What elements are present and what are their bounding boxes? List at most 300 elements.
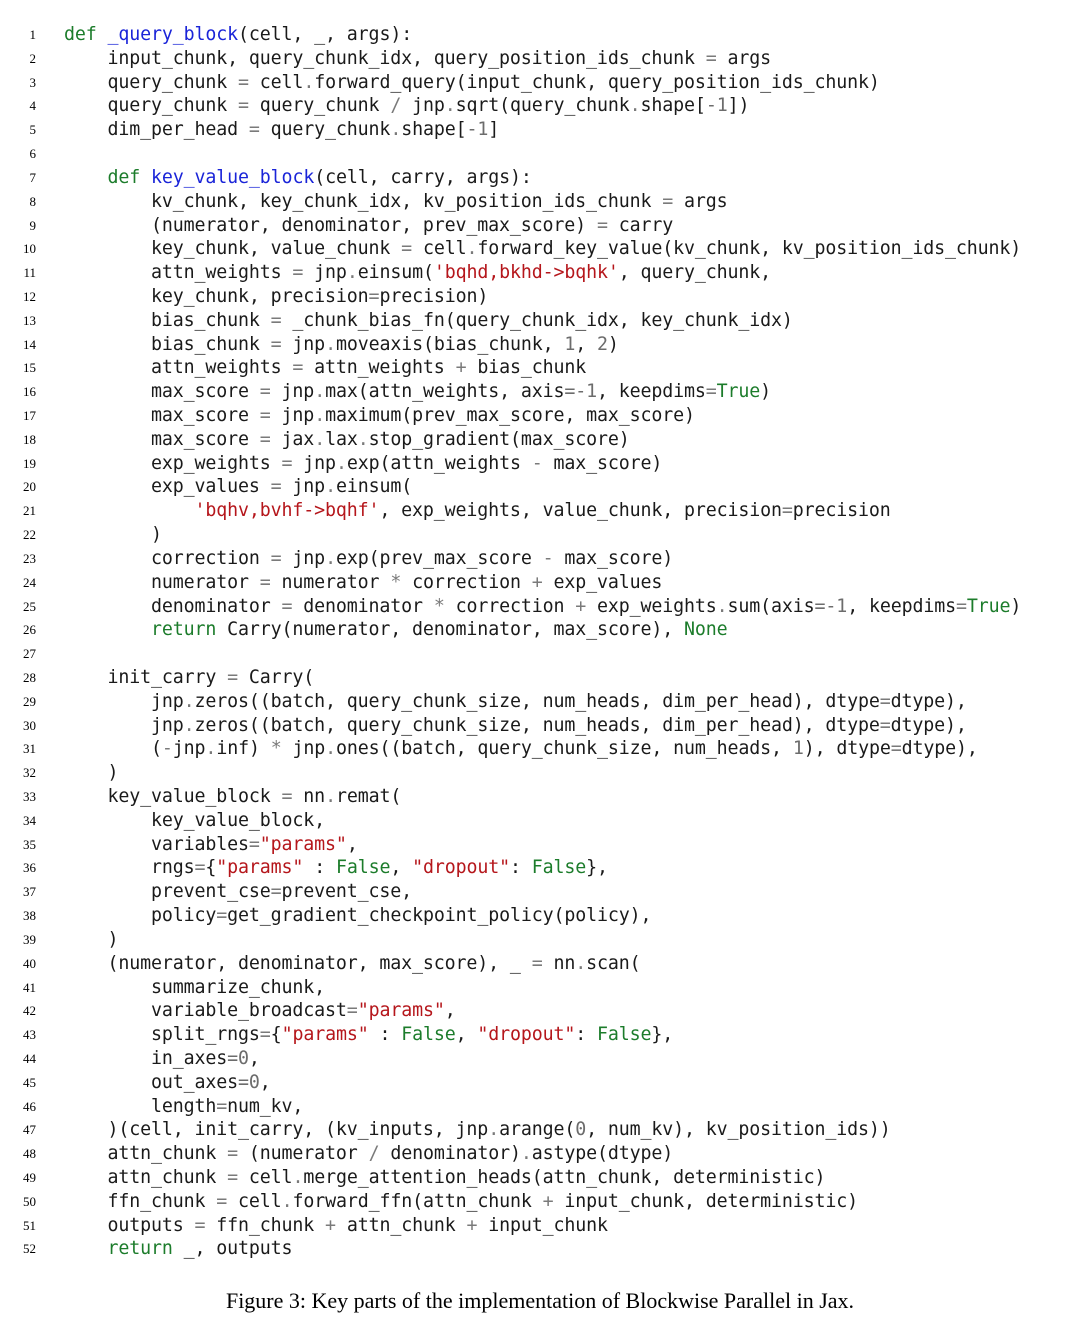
line-number: 33 <box>23 789 36 804</box>
code-token <box>64 619 151 640</box>
code-token: dtype), <box>890 714 967 736</box>
code-token: key_value_block, <box>64 809 326 831</box>
code-token: . <box>325 738 336 760</box>
code-line <box>0 1118 1080 1142</box>
code-line <box>0 261 1080 285</box>
code-token: + <box>325 1214 336 1236</box>
code-token: exp(prev_max_score <box>335 547 543 569</box>
code-token: . <box>488 1119 500 1141</box>
code-token: outputs <box>64 1214 195 1236</box>
code-line <box>0 237 1080 261</box>
code-token: numerator <box>64 571 260 593</box>
code-token: . <box>205 738 217 760</box>
line-number: 13 <box>23 312 36 328</box>
code-token: jnp <box>303 262 347 284</box>
code-token: 0 <box>575 1119 587 1141</box>
code-token: = <box>259 571 271 593</box>
code-token: def <box>64 24 97 45</box>
code-token: . <box>629 95 641 117</box>
code-token: 2 <box>597 333 608 355</box>
line-number: 9 <box>29 217 36 233</box>
code-line <box>0 190 1080 214</box>
code-token: . <box>520 1143 532 1165</box>
code-token: stop_gradient(max_score) <box>368 428 630 450</box>
code-token: = <box>346 1000 358 1022</box>
line-number: 38 <box>23 908 36 924</box>
code-token: False <box>531 857 587 879</box>
line-number: 19 <box>23 455 36 471</box>
code-token: jnp <box>64 690 184 712</box>
code-token: "dropout" <box>412 857 510 879</box>
code-token: jnp <box>281 333 326 355</box>
code-line <box>0 1214 1080 1238</box>
code-token: sqrt(query_chunk <box>455 95 630 117</box>
line-number: 20 <box>23 479 36 495</box>
code-token: jax <box>270 428 315 450</box>
code-line <box>0 880 1080 904</box>
code-token: policy <box>64 905 217 927</box>
code-token: ) <box>64 928 119 950</box>
line-number: 52 <box>23 1241 36 1257</box>
code-token: attn_chunk <box>64 1143 228 1165</box>
code-line <box>0 1190 1080 1214</box>
code-text <box>64 71 880 95</box>
code-line <box>0 214 1080 238</box>
code-token: . <box>325 547 336 569</box>
code-line <box>0 1142 1080 1166</box>
code-line <box>0 785 1080 809</box>
line-number: 25 <box>23 598 36 614</box>
code-token: key_value_block <box>64 786 282 807</box>
code-text <box>64 880 412 904</box>
code-token: zeros((batch, query_chunk_size, num_heads, dim_per_head), dtype <box>194 714 880 736</box>
code-text <box>64 23 412 47</box>
code-token: Carry(numerator, denominator, max_score), <box>216 619 684 641</box>
code-token: jnp <box>270 405 315 426</box>
code-token: exp_weights <box>586 595 717 617</box>
code-token: 1 <box>564 333 576 355</box>
code-token: = <box>248 833 260 855</box>
code-token: Carry( <box>238 666 315 688</box>
line-number: 2 <box>29 50 36 66</box>
code-token: ) <box>1010 595 1022 617</box>
code-token: def <box>107 166 141 188</box>
line-number: 22 <box>23 527 36 543</box>
code-token: "params" <box>281 1024 369 1046</box>
code-token: denominator <box>292 595 434 617</box>
line-number: 51 <box>23 1217 36 1233</box>
code-text <box>64 1071 271 1095</box>
code-token: init_carry <box>64 666 228 688</box>
code-token: . <box>716 595 728 617</box>
code-token <box>97 24 108 45</box>
line-number: 30 <box>23 717 36 733</box>
line-number: 31 <box>23 741 36 757</box>
line-number: 21 <box>23 503 36 519</box>
code-token: variables <box>64 833 249 855</box>
code-listing <box>0 23 1080 1261</box>
code-line <box>0 1071 1080 1095</box>
code-token: = <box>216 1095 228 1117</box>
code-text <box>64 595 1021 619</box>
code-text <box>64 499 891 523</box>
code-token: True <box>966 595 1011 617</box>
code-token: = <box>596 214 608 236</box>
code-token: { <box>205 857 217 879</box>
code-token <box>64 1238 108 1259</box>
code-token: = <box>368 285 380 307</box>
code-token: rngs <box>64 857 195 879</box>
code-line <box>0 142 1080 166</box>
code-token: = <box>401 238 413 260</box>
figure-caption: Figure 3: Key parts of the implementation of Blockwise Parallel in Jax. <box>225 1288 855 1313</box>
code-token: 'bqhd,bkhd->bqhk' <box>433 262 619 284</box>
line-number: 39 <box>23 931 36 947</box>
code-token: = <box>270 547 282 569</box>
line-number: 8 <box>29 193 36 209</box>
code-token: (numerator, denominator, prev_max_score) <box>64 214 597 236</box>
code-token: jnp <box>281 738 326 760</box>
code-token: cell <box>248 71 304 93</box>
code-text <box>64 737 978 761</box>
code-token: max_score <box>64 428 260 450</box>
code-token: "params" <box>259 833 347 855</box>
code-token: , exp_weights, value_chunk, precision <box>379 500 782 522</box>
code-token: = <box>227 1167 239 1188</box>
code-token: : <box>575 1024 598 1046</box>
code-line <box>0 571 1080 595</box>
code-token: . <box>325 476 336 498</box>
code-token: -1 <box>705 95 728 117</box>
code-token: length <box>64 1095 217 1117</box>
code-token: None <box>683 619 728 641</box>
code-token: bias_chunk <box>64 309 271 331</box>
code-line <box>0 904 1080 928</box>
line-number: 10 <box>23 241 36 257</box>
code-text <box>64 976 325 1000</box>
code-token: exp_weights <box>64 452 282 474</box>
code-token: _query_block <box>107 24 239 45</box>
code-token: (cell, _, args): <box>238 24 413 45</box>
code-token: key_value_block <box>151 166 315 188</box>
code-line <box>0 666 1080 690</box>
line-number: 43 <box>23 1027 36 1043</box>
line-number: 23 <box>23 550 36 566</box>
code-token: kv_chunk, key_chunk_idx, kv_position_ids_chunk <box>64 190 663 212</box>
code-line <box>0 47 1080 71</box>
code-line <box>0 380 1080 404</box>
code-token: = <box>281 452 293 474</box>
code-token: , keepdims <box>847 595 956 617</box>
code-token: attn_weights <box>64 262 293 284</box>
code-token: =0 <box>227 1047 249 1069</box>
code-token: = <box>292 262 304 284</box>
line-number: 5 <box>29 122 36 138</box>
code-token: = <box>281 786 293 807</box>
code-token: False <box>401 1024 456 1046</box>
code-token: , <box>390 857 413 879</box>
line-number: 34 <box>23 812 36 828</box>
code-token: forward_key_value(kv_chunk, kv_position_ids_chunk) <box>477 238 1022 260</box>
code-token: summarize_chunk, <box>64 976 326 998</box>
code-token: prevent_cse, <box>281 881 413 903</box>
code-text <box>64 285 488 309</box>
code-token: ), dtype <box>803 738 891 760</box>
code-token: args <box>716 47 771 69</box>
code-token: = <box>292 357 304 379</box>
code-token: ones((batch, query_chunk_size, num_heads, <box>336 738 793 760</box>
code-token: bias_chunk <box>466 357 587 379</box>
code-token: . <box>314 405 326 426</box>
code-token: - <box>161 738 173 760</box>
code-text <box>64 1047 260 1071</box>
code-token: jnp <box>281 476 326 498</box>
code-token: "params" <box>216 857 304 879</box>
code-line <box>0 452 1080 476</box>
code-token: ]) <box>727 95 750 117</box>
line-number: 36 <box>23 860 36 876</box>
line-number: 40 <box>23 955 36 971</box>
code-token: = <box>270 333 282 355</box>
code-text <box>64 833 358 857</box>
line-number: 32 <box>23 765 36 781</box>
line-number: 46 <box>23 1098 36 1114</box>
code-token: input_chunk, query_chunk_idx, query_position_ids_chunk <box>64 47 706 69</box>
line-number: 26 <box>23 622 36 638</box>
code-line <box>0 1237 1080 1261</box>
code-token: max_score) <box>542 452 663 474</box>
code-line <box>0 1047 1080 1071</box>
code-token: cell <box>412 238 467 260</box>
code-text <box>64 47 771 71</box>
code-line <box>0 404 1080 428</box>
code-text <box>64 237 1021 261</box>
code-line <box>0 714 1080 738</box>
code-token: , num_kv), kv_position_ids)) <box>586 1119 891 1141</box>
line-number: 14 <box>23 336 36 352</box>
code-text <box>64 309 793 333</box>
code-token: . <box>183 690 195 712</box>
code-token: = <box>705 381 717 403</box>
line-number: 1 <box>29 27 36 42</box>
code-token: merge_attention_heads(attn_chunk, deterministic) <box>303 1167 826 1188</box>
line-number: 42 <box>23 1003 36 1019</box>
code-token: / <box>390 95 402 117</box>
line-number: 37 <box>23 884 36 900</box>
line-number: 49 <box>23 1170 36 1185</box>
code-text <box>64 356 586 380</box>
code-text <box>64 1190 858 1214</box>
line-number: 24 <box>23 574 36 590</box>
code-token: lax <box>325 428 358 450</box>
code-token: = <box>227 1143 239 1165</box>
code-token: =-1 <box>564 381 597 403</box>
code-line <box>0 71 1080 95</box>
code-text <box>64 1118 891 1142</box>
code-text <box>64 809 325 833</box>
line-number: 45 <box>23 1074 36 1090</box>
code-text <box>64 523 162 547</box>
code-token: = <box>238 71 249 93</box>
code-line <box>0 475 1080 499</box>
code-token: , <box>575 333 598 355</box>
code-token: maximum(prev_max_score, max_score) <box>325 405 695 426</box>
code-token: denominator) <box>379 1143 521 1165</box>
line-number: 28 <box>23 669 36 685</box>
code-token: = <box>890 738 902 760</box>
code-token: _, outputs <box>172 1238 293 1260</box>
code-text <box>64 166 532 190</box>
code-line <box>0 285 1080 309</box>
code-token: False <box>335 857 391 879</box>
code-token: = <box>270 476 282 498</box>
code-token: max_score <box>64 381 260 403</box>
code-token: jnp <box>270 381 315 403</box>
code-token: { <box>270 1024 282 1046</box>
code-token: dtype), <box>901 738 978 760</box>
code-token: + <box>542 1190 554 1212</box>
code-token: variable_broadcast <box>64 1000 347 1022</box>
code-token: = <box>955 595 967 617</box>
line-number: 6 <box>29 146 36 162</box>
code-token: = <box>194 1214 206 1236</box>
code-text <box>64 214 673 238</box>
code-token: query_chunk <box>259 119 391 141</box>
code-token: = <box>879 714 891 736</box>
code-token: attn_chunk <box>64 1167 228 1188</box>
code-token: return <box>107 1238 173 1260</box>
code-token: ) <box>607 333 619 355</box>
line-number: 47 <box>23 1122 36 1138</box>
code-text <box>64 1095 303 1119</box>
line-number: 35 <box>23 836 36 852</box>
code-token: . <box>390 119 402 141</box>
code-token: split_rngs <box>64 1024 260 1046</box>
line-number: 41 <box>23 979 36 995</box>
code-token: exp_values <box>542 571 663 593</box>
code-text <box>64 761 118 785</box>
code-line <box>0 23 1080 47</box>
code-token: = <box>259 405 271 426</box>
code-token: zeros((batch, query_chunk_size, num_heads, dim_per_head), dtype <box>194 690 880 712</box>
code-token: -1 <box>466 119 489 141</box>
code-token: + <box>531 571 543 593</box>
code-token: max_score) <box>553 547 674 569</box>
code-token: query_chunk <box>64 71 239 93</box>
code-token: }, <box>586 857 608 879</box>
code-line <box>0 1166 1080 1190</box>
code-token: , <box>346 833 358 855</box>
code-token: = <box>216 1190 228 1212</box>
code-text <box>64 261 771 285</box>
code-token: jnp <box>64 714 184 736</box>
code-token: * <box>390 571 402 593</box>
code-token: = <box>194 857 206 879</box>
code-text <box>64 1166 825 1190</box>
code-token: = <box>281 595 293 617</box>
code-token: nn <box>542 952 576 974</box>
code-line <box>0 642 1080 666</box>
code-token: . <box>325 786 336 807</box>
code-text <box>64 571 662 595</box>
code-token: )(cell, init_carry, (kv_inputs, jnp <box>64 1119 489 1141</box>
code-line <box>0 595 1080 619</box>
code-token: num_kv, <box>227 1095 304 1117</box>
code-token: query_chunk <box>64 95 239 117</box>
code-token: = <box>270 309 282 331</box>
code-token <box>64 500 195 521</box>
code-token: = <box>259 1024 271 1046</box>
code-text <box>64 690 967 714</box>
code-token: shape[ <box>401 119 467 141</box>
code-token: , keepdims <box>597 381 706 403</box>
code-token: . <box>575 952 587 974</box>
code-text <box>64 404 695 428</box>
code-line <box>0 976 1080 1000</box>
code-token: input_chunk, deterministic) <box>553 1190 859 1212</box>
code-text <box>64 475 412 499</box>
code-text <box>64 190 727 214</box>
code-text <box>64 785 401 809</box>
code-token: }, <box>651 1024 674 1046</box>
code-token: . <box>325 333 336 355</box>
code-line <box>0 1095 1080 1119</box>
line-number: 48 <box>23 1146 36 1162</box>
code-token: : <box>303 857 336 879</box>
line-number: 18 <box>23 431 36 447</box>
code-token: . <box>346 262 358 284</box>
code-token: get_gradient_checkpoint_policy(policy), <box>227 905 652 927</box>
code-token: dim_per_head <box>64 119 249 141</box>
code-token: - <box>531 452 543 474</box>
code-token: * <box>433 595 445 617</box>
code-token: + <box>455 357 467 379</box>
line-number: 27 <box>23 646 36 662</box>
line-number: 11 <box>23 265 36 281</box>
line-number: 4 <box>29 98 36 114</box>
code-text <box>64 952 641 976</box>
code-token: = <box>238 95 249 117</box>
code-token: forward_query(input_chunk, query_position_ids_chunk) <box>314 71 880 93</box>
code-token: correction <box>401 571 532 593</box>
code-line <box>0 618 1080 642</box>
code-text <box>64 1237 292 1261</box>
code-text <box>64 714 967 738</box>
code-token: correction <box>444 595 576 617</box>
code-token: * <box>270 738 282 760</box>
line-number: 7 <box>29 169 36 185</box>
code-token: precision) <box>379 285 489 307</box>
code-token: = <box>531 952 543 974</box>
code-token: jnp <box>292 452 336 474</box>
code-token: (cell, carry, args): <box>314 166 532 188</box>
code-line <box>0 833 1080 857</box>
code-token: remat( <box>335 786 402 807</box>
line-number: 50 <box>23 1193 36 1209</box>
code-token: attn_weights <box>64 357 293 379</box>
code-token: cell <box>238 1167 293 1188</box>
line-number: 12 <box>23 288 36 304</box>
code-line <box>0 166 1080 190</box>
code-token: out_axes <box>64 1071 239 1093</box>
code-text <box>64 94 749 118</box>
code-token: query_chunk <box>248 95 391 117</box>
code-line <box>0 856 1080 880</box>
code-line <box>0 499 1080 523</box>
code-token: max_score <box>64 405 260 426</box>
code-line <box>0 952 1080 976</box>
code-token: . <box>314 428 326 450</box>
